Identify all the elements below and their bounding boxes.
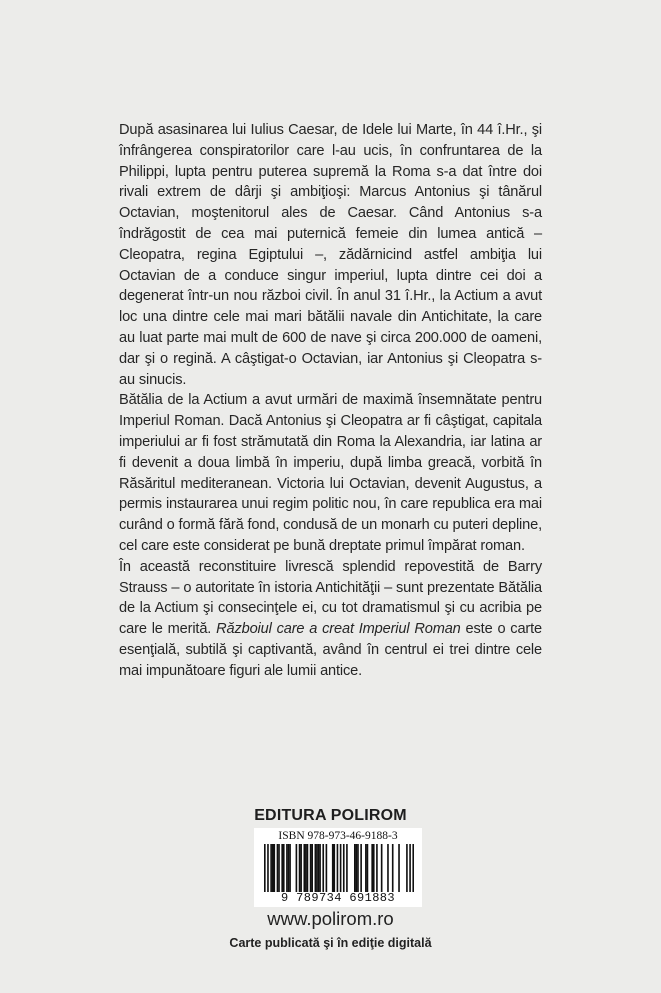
isbn-barcode [254,828,422,907]
blurb-paragraph-1: După asasinarea lui Iulius Caesar, de Idele lui Marte, în 44 î.Hr., şi înfrângerea conspiratorilor care l-au ucis, în confruntarea de la Philippi, lupta pentru puterea supremă la Roma s-a dat între doi rivali extrem de dârji şi ambiţioşi: Marcus Antonius şi tânărul Octavian, moştenitorul ales de Caesar. Când Antonius s-a îndrăgostit de cea mai puternică femeie din lumea antică – Cleopatra, regina Egiptului –, zădărnicind astfel ambiţia lui Octavian de a conduce singur imperiul, lupta dintre cei doi a degenerat într-un nou război civil. În anul 31 î.Hr., la Actium a avut loc una dintre cele mai mari bătălii navale din Antichitate, la care au luat parte mai mult de 600 de nave şi circa 200.000 de oameni, dar şi o regină. A câştigat-o Octavian, iar Antonius şi Cleopatra s-au sinucis. [119,122,542,388]
blurb-paragraph-2: Bătălia de la Actium a avut urmări de maximă însemnătate pentru Imperiul Roman. Dacă Antonius şi Cleopatra ar fi câştigat, capitala imperiului ar fi fost strămutată din Roma la Alexandria, iar latina ar fi devenit a doua limbă în imperiu, după limba greacă, vorbită în Răsăritul mediteranean. Victoria lui Octavian, devenit Augustus, a permis instaurarea unui regim politic nou, în care republica era mai curând o formă fără fond, condusă de un monarh cu puteri depline, cel care este considerat pe bună dreptate primul împărat roman. [119,392,542,554]
barcode-digits: 9 789734 691883 [280,891,396,905]
blurb-p3-intro: În această reconstituire livrescă splendid repovestită de Barry Strauss – o autoritate în istoria Antichităţii – sunt prezentate Bătălia de la Actium şi consecinţele ei, cu tot dramatismul şi cu acribia pe care le merită. [119,558,542,638]
book-title-italic: Războiul care a creat Imperiul Roman [216,621,461,638]
back-cover-blurb [119,120,542,682]
isbn-number: ISBN 978-973-46-9188-3 [278,830,398,842]
digital-edition-note: Carte publicată şi în ediţie digitală [229,936,432,950]
blurb-paragraph-3 [119,557,542,682]
publisher-name: EDITURA POLIROM [254,807,407,824]
barcode-bars [264,844,414,892]
publisher-website[interactable]: www.polirom.ro [267,908,394,929]
blurb-p3-ending: este o carte esenţială, subtilă şi captivantă, având în centrul ei trei dintre cele mai impunătoare figuri ale lumii antice. [119,621,543,679]
